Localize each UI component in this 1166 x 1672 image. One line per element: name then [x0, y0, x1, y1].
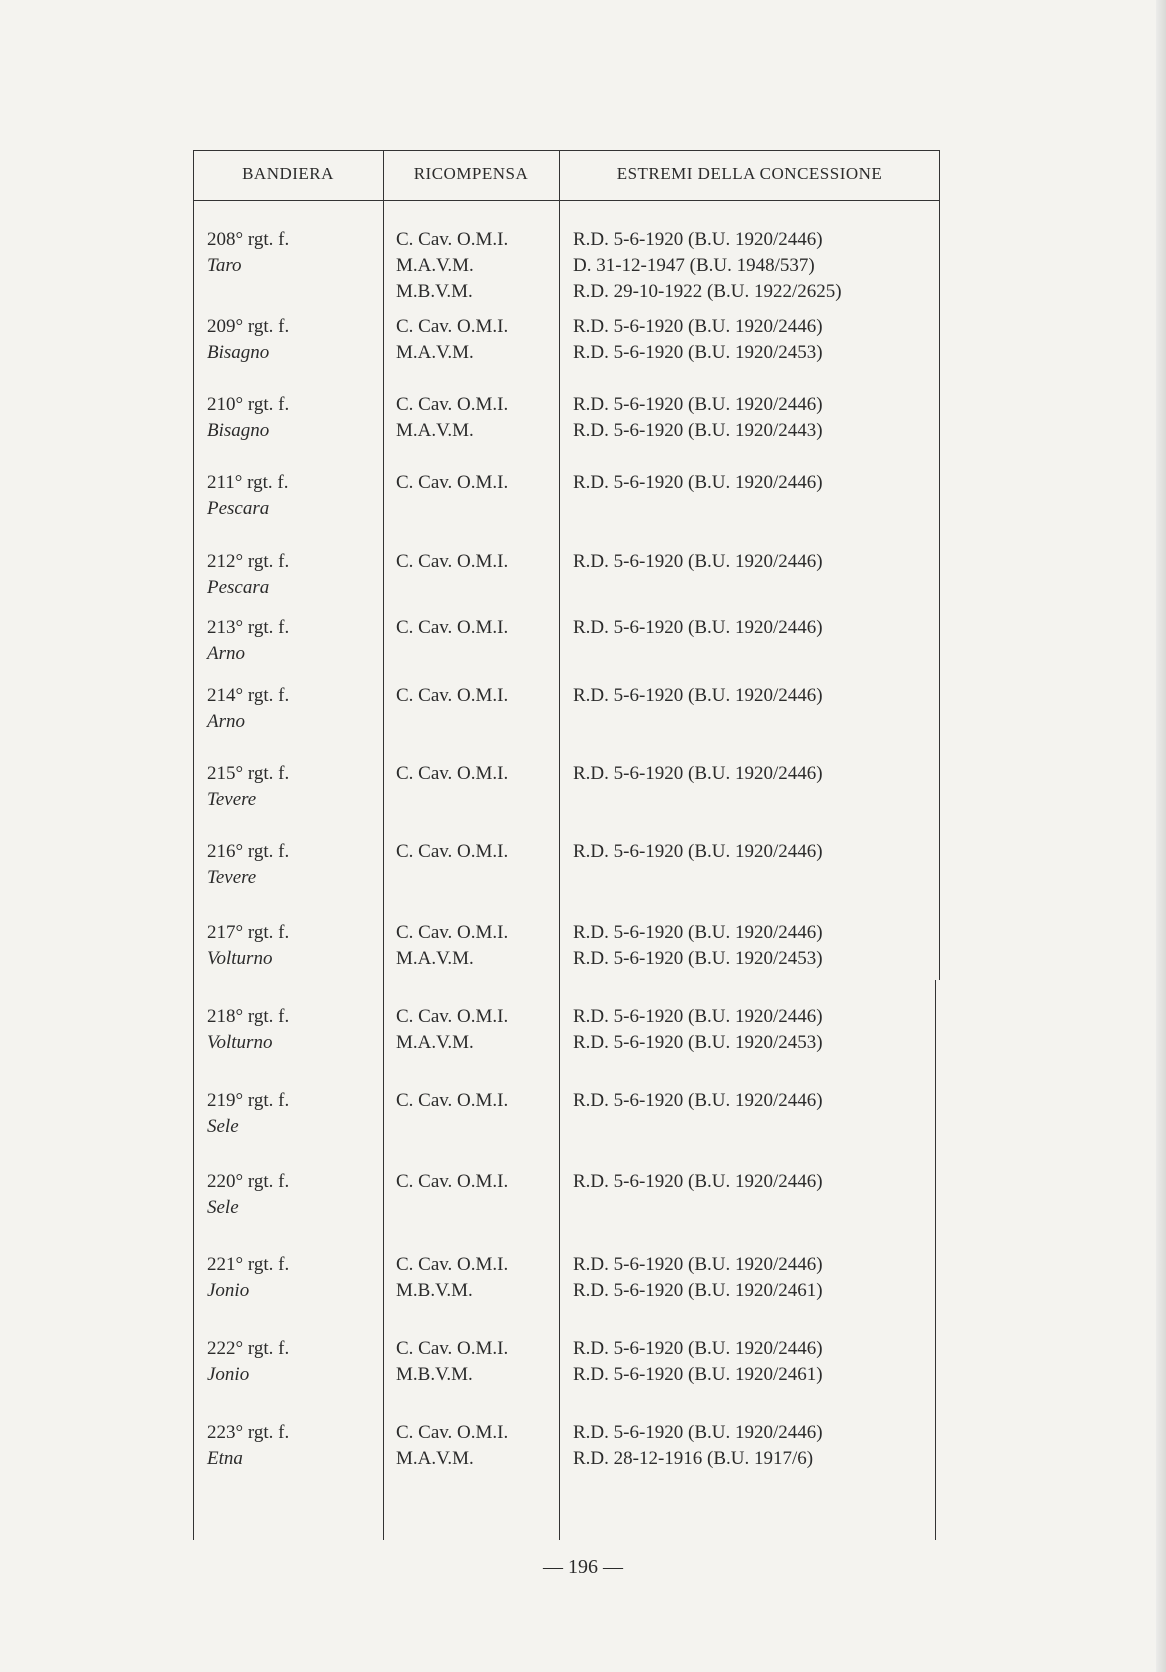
concession-reference: R.D. 5-6-1920 (B.U. 1920/2461) [573, 1280, 823, 1301]
regiment-label: 218° rgt. f. [207, 1006, 290, 1027]
award-label: C. Cav. O.M.I. [396, 472, 509, 493]
bandiera-cell [207, 761, 377, 813]
estremi-cell [573, 683, 938, 709]
estremi-cell [573, 761, 938, 787]
regiment-label: 214° rgt. f. [207, 685, 290, 706]
bandiera-cell [207, 1169, 377, 1221]
concession-reference: R.D. 5-6-1920 (B.U. 1920/2446) [573, 763, 823, 784]
bandiera-cell [207, 1088, 377, 1140]
table-row [193, 314, 940, 374]
brigade-name: Pescara [207, 577, 270, 598]
ricompensa-cell [396, 615, 556, 641]
award-label: C. Cav. O.M.I. [396, 1254, 509, 1275]
bandiera-cell [207, 1336, 377, 1388]
brigade-name: Pescara [207, 498, 270, 519]
table-row [193, 392, 940, 452]
header-estremi: ESTREMI DELLA CONCESSIONE [616, 164, 883, 183]
concession-reference: R.D. 5-6-1920 (B.U. 1920/2446) [573, 617, 823, 638]
ricompensa-cell [396, 1252, 556, 1304]
header-ricompensa: RICOMPENSA [413, 164, 529, 183]
concession-reference: R.D. 5-6-1920 (B.U. 1920/2461) [573, 1364, 823, 1385]
award-label: C. Cav. O.M.I. [396, 763, 509, 784]
award-label: C. Cav. O.M.I. [396, 551, 509, 572]
ricompensa-cell [396, 920, 556, 972]
award-label: C. Cav. O.M.I. [396, 1171, 509, 1192]
table-row [193, 1252, 940, 1312]
award-label: C. Cav. O.M.I. [396, 229, 509, 250]
concession-reference: R.D. 28-12-1916 (B.U. 1917/6) [573, 1448, 814, 1469]
estremi-cell [573, 1336, 938, 1388]
bandiera-cell [207, 392, 377, 444]
award-label: C. Cav. O.M.I. [396, 922, 509, 943]
concession-reference: R.D. 5-6-1920 (B.U. 1920/2443) [573, 420, 823, 441]
ricompensa-cell [396, 392, 556, 444]
header-bottom-rule [193, 200, 940, 201]
table-row [193, 227, 940, 302]
table-row [193, 839, 940, 899]
concession-reference: R.D. 29-10-1922 (B.U. 1922/2625) [573, 281, 842, 302]
award-label: C. Cav. O.M.I. [396, 685, 509, 706]
bandiera-cell [207, 549, 377, 601]
bandiera-cell [207, 839, 377, 891]
regiment-label: 219° rgt. f. [207, 1090, 290, 1111]
brigade-name: Tevere [207, 867, 257, 888]
regiment-label: 223° rgt. f. [207, 1422, 290, 1443]
award-label: C. Cav. O.M.I. [396, 1006, 509, 1027]
bandiera-cell [207, 1252, 377, 1304]
award-label: M.B.V.M. [396, 1364, 473, 1385]
table-top-rule [193, 150, 940, 151]
bandiera-cell [207, 920, 377, 972]
concession-reference: R.D. 5-6-1920 (B.U. 1920/2453) [573, 342, 823, 363]
concession-reference: R.D. 5-6-1920 (B.U. 1920/2446) [573, 551, 823, 572]
concession-reference: R.D. 5-6-1920 (B.U. 1920/2446) [573, 1171, 823, 1192]
table-row [193, 549, 940, 609]
brigade-name: Arno [207, 643, 245, 664]
award-label: M.A.V.M. [396, 342, 474, 363]
brigade-name: Bisagno [207, 342, 270, 363]
concession-reference: R.D. 5-6-1920 (B.U. 1920/2446) [573, 1006, 823, 1027]
bandiera-cell [207, 1420, 377, 1472]
concession-reference: R.D. 5-6-1920 (B.U. 1920/2446) [573, 841, 823, 862]
bandiera-cell [207, 615, 377, 667]
brigade-name: Sele [207, 1116, 239, 1137]
bandiera-cell [207, 227, 377, 279]
award-label: C. Cav. O.M.I. [396, 1090, 509, 1111]
concession-reference: R.D. 5-6-1920 (B.U. 1920/2453) [573, 1032, 823, 1053]
concession-reference: R.D. 5-6-1920 (B.U. 1920/2446) [573, 922, 823, 943]
concession-reference: R.D. 5-6-1920 (B.U. 1920/2446) [573, 685, 823, 706]
concession-reference: R.D. 5-6-1920 (B.U. 1920/2446) [573, 1254, 823, 1275]
award-label: C. Cav. O.M.I. [396, 617, 509, 638]
table-row [193, 470, 940, 530]
brigade-name: Jonio [207, 1280, 250, 1301]
ricompensa-cell [396, 549, 556, 575]
table-row [193, 761, 940, 821]
concession-reference: R.D. 5-6-1920 (B.U. 1920/2446) [573, 229, 823, 250]
award-label: M.A.V.M. [396, 1448, 474, 1469]
estremi-cell [573, 1252, 938, 1304]
estremi-cell [573, 470, 938, 496]
table-row [193, 1088, 940, 1148]
regiment-label: 215° rgt. f. [207, 763, 290, 784]
brigade-name: Sele [207, 1197, 239, 1218]
estremi-cell [573, 1004, 938, 1056]
ricompensa-cell [396, 1336, 556, 1388]
regiment-label: 213° rgt. f. [207, 617, 290, 638]
ricompensa-cell [396, 761, 556, 787]
ricompensa-cell [396, 1004, 556, 1056]
estremi-cell [573, 1088, 938, 1114]
regiment-label: 221° rgt. f. [207, 1254, 290, 1275]
ricompensa-cell [396, 470, 556, 496]
award-label: M.A.V.M. [396, 1032, 474, 1053]
awards-table [193, 150, 940, 1540]
estremi-cell [573, 549, 938, 575]
bandiera-cell [207, 470, 377, 522]
estremi-cell [573, 615, 938, 641]
concession-reference: R.D. 5-6-1920 (B.U. 1920/2446) [573, 316, 823, 337]
table-row [193, 1004, 940, 1064]
bandiera-cell [207, 683, 377, 735]
concession-reference: R.D. 5-6-1920 (B.U. 1920/2453) [573, 948, 823, 969]
brigade-name: Taro [207, 255, 242, 276]
regiment-label: 222° rgt. f. [207, 1338, 290, 1359]
table-row [193, 1169, 940, 1229]
table-row [193, 1336, 940, 1396]
page-edge-shadow [1156, 0, 1166, 1672]
brigade-name: Etna [207, 1448, 243, 1469]
estremi-cell [573, 1420, 938, 1472]
award-label: C. Cav. O.M.I. [396, 841, 509, 862]
regiment-label: 220° rgt. f. [207, 1171, 290, 1192]
estremi-cell [573, 1169, 938, 1195]
concession-reference: R.D. 5-6-1920 (B.U. 1920/2446) [573, 1422, 823, 1443]
page-number: — 196 — [543, 1556, 623, 1578]
award-label: C. Cav. O.M.I. [396, 316, 509, 337]
ricompensa-cell [396, 314, 556, 366]
concession-reference: R.D. 5-6-1920 (B.U. 1920/2446) [573, 472, 823, 493]
award-label: M.A.V.M. [396, 948, 474, 969]
brigade-name: Jonio [207, 1364, 250, 1385]
concession-reference: R.D. 5-6-1920 (B.U. 1920/2446) [573, 1090, 823, 1111]
bandiera-cell [207, 314, 377, 366]
concession-reference: R.D. 5-6-1920 (B.U. 1920/2446) [573, 1338, 823, 1359]
regiment-label: 211° rgt. f. [207, 472, 289, 493]
bandiera-cell [207, 1004, 377, 1056]
concession-reference: D. 31-12-1947 (B.U. 1948/537) [573, 255, 815, 276]
regiment-label: 217° rgt. f. [207, 922, 290, 943]
table-row [193, 1420, 940, 1480]
brigade-name: Tevere [207, 789, 257, 810]
award-label: M.B.V.M. [396, 281, 473, 302]
estremi-cell [573, 920, 938, 972]
ricompensa-cell [396, 1088, 556, 1114]
award-label: M.B.V.M. [396, 1280, 473, 1301]
regiment-label: 212° rgt. f. [207, 551, 290, 572]
estremi-cell [573, 392, 938, 444]
concession-reference: R.D. 5-6-1920 (B.U. 1920/2446) [573, 394, 823, 415]
brigade-name: Arno [207, 711, 245, 732]
estremi-cell [573, 839, 938, 865]
award-label: M.A.V.M. [396, 255, 474, 276]
ricompensa-cell [396, 1169, 556, 1195]
regiment-label: 208° rgt. f. [207, 229, 290, 250]
brigade-name: Volturno [207, 1032, 273, 1053]
regiment-label: 216° rgt. f. [207, 841, 290, 862]
ricompensa-cell [396, 839, 556, 865]
header-bandiera: BANDIERA [242, 164, 334, 183]
regiment-label: 209° rgt. f. [207, 316, 290, 337]
award-label: M.A.V.M. [396, 420, 474, 441]
regiment-label: 210° rgt. f. [207, 394, 290, 415]
ricompensa-cell [396, 683, 556, 709]
estremi-cell [573, 314, 938, 366]
table-row [193, 615, 940, 675]
brigade-name: Volturno [207, 948, 273, 969]
brigade-name: Bisagno [207, 420, 270, 441]
table-row [193, 683, 940, 743]
ricompensa-cell [396, 1420, 556, 1472]
ricompensa-cell [396, 227, 556, 305]
award-label: C. Cav. O.M.I. [396, 1338, 509, 1359]
table-row [193, 920, 940, 980]
estremi-cell [573, 227, 938, 305]
award-label: C. Cav. O.M.I. [396, 1422, 509, 1443]
award-label: C. Cav. O.M.I. [396, 394, 509, 415]
